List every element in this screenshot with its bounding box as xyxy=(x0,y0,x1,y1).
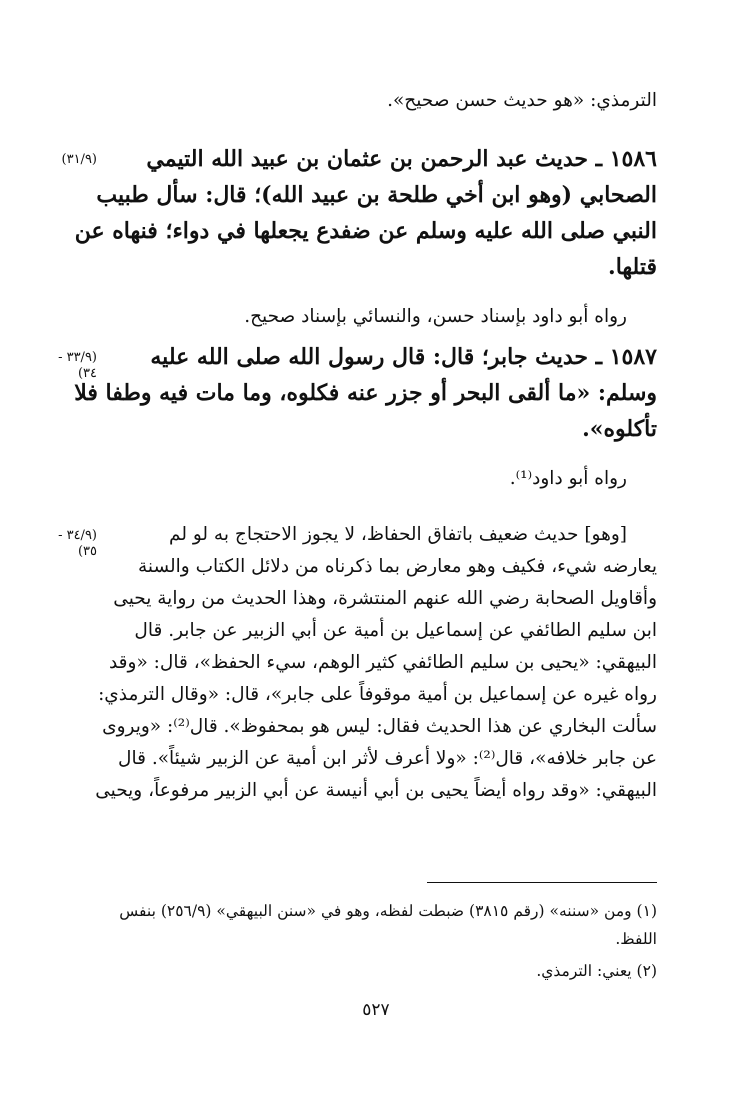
text-line: عن جابر خلافه»، قال⁽²⁾: «ولا أعرف لأثر ابن أمية عن الزبير شيئاً». قال xyxy=(118,748,657,769)
footnote-line: (١) ومن «سننه» (رقم ٣٨١٥) ضبطت لفظه، وهو في «سنن البيهقي» (٢٥٦/٩) بنفس xyxy=(119,902,657,920)
margin-reference-text: (٣٣/٩ - xyxy=(58,350,97,365)
margin-reference-text: (٣٤/٩ - xyxy=(58,528,97,543)
margin-reference-text: ٣٥) xyxy=(77,544,97,559)
text-line: وأقاويل الصحابة رضي الله عنهم المنتشرة، وهذا الحديث من رواية يحيى xyxy=(113,588,657,609)
hadith-heading-line: ١٥٨٦ ـ حديث عبد الرحمن بن عثمان بن عبيد الله التيمي xyxy=(146,146,657,172)
text-line: الترمذي: «هو حديث حسن صحيح». xyxy=(387,90,657,111)
text-line: رواه أبو داود بإسناد حسن، والنسائي بإسناد صحيح. xyxy=(244,306,627,327)
hadith-text-line: تأكلوه». xyxy=(582,416,657,442)
footnote-line: اللفظ. xyxy=(615,930,657,948)
hadith-text-line: وسلم: «ما ألقى البحر أو جزر عنه فكلوه، وما مات فيه وطفا فلا xyxy=(74,380,657,406)
margin-reference-text: (٣١/٩) xyxy=(61,152,97,167)
hadith-text-line: الصحابي (وهو ابن أخي طلحة بن عبيد الله)؛ قال: سأل طبيب xyxy=(96,182,657,208)
text-line: البيهقي: «وقد رواه أيضاً يحيى بن أبي أنيسة عن أبي الزبير مرفوعاً، ويحيى xyxy=(95,780,657,801)
footnote-separator xyxy=(427,882,657,883)
hadith-heading-line: ١٥٨٧ ـ حديث جابر؛ قال: قال رسول الله صلى الله عليه xyxy=(150,344,657,370)
text-line: رواه غيره عن إسماعيل بن أمية موقوفاً على جابر»، قال: «وقال الترمذي: xyxy=(98,684,657,705)
footnote-line: (٢) يعني: الترمذي. xyxy=(536,962,657,980)
text-line: سألت البخاري عن هذا الحديث فقال: ليس هو بمحفوظ». قال⁽²⁾: «ويروى xyxy=(102,716,657,737)
text-line: ابن سليم الطائفي عن إسماعيل بن أمية عن أبي الزبير عن جابر. قال xyxy=(134,620,657,641)
hadith-text-line: النبي صلى الله عليه وسلم عن ضفدع يجعلها في دواء؛ فنهاه عن xyxy=(74,218,657,244)
hadith-text-line: قتلها. xyxy=(608,254,657,280)
text-line: [وهو] حديث ضعيف باتفاق الحفاظ، لا يجوز الاحتجاج به لو لم xyxy=(169,524,627,545)
margin-reference-text: ٣٤) xyxy=(77,366,97,381)
text-line: يعارضه شيء، فكيف وهو معارض بما ذكرناه من دلائل الكتاب والسنة xyxy=(138,556,657,577)
text-line: البيهقي: «يحيى بن سليم الطائفي كثير الوهم، سيء الحفظ»، قال: «وقد xyxy=(108,652,657,673)
page-number: ٥٢٧ xyxy=(362,1000,390,1020)
text-line: رواه أبو داود⁽¹⁾. xyxy=(509,468,627,489)
